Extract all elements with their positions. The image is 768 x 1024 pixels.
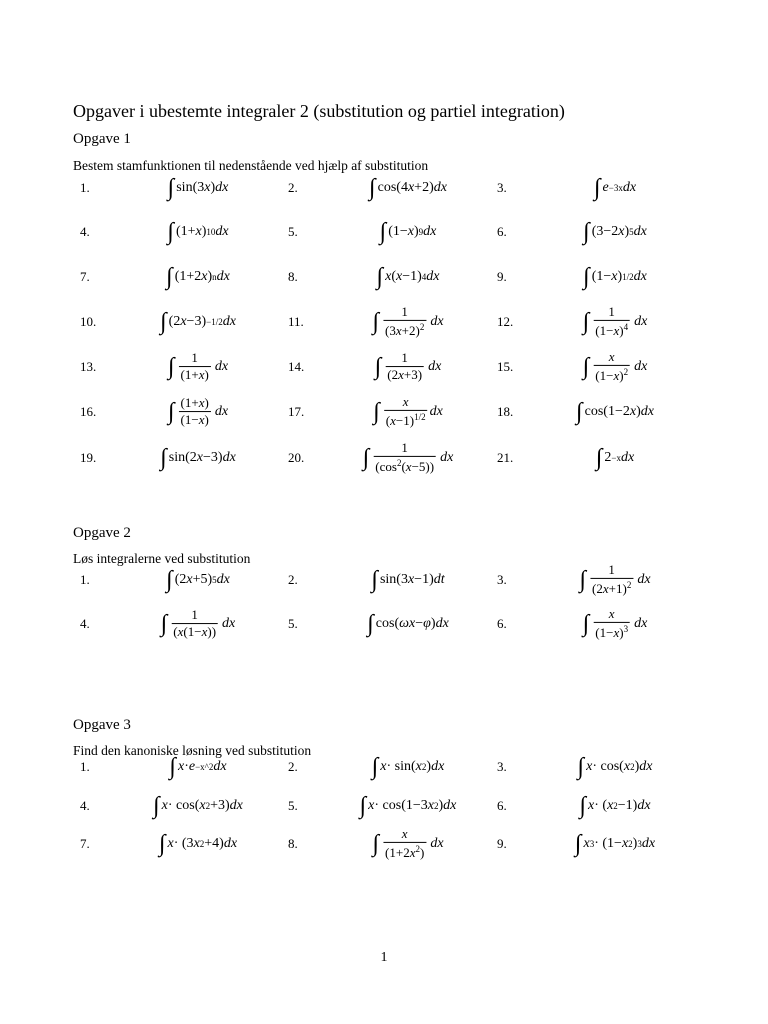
problem-number: 9. bbox=[497, 269, 507, 284]
integral-expression: ∫ sin(3 x ) dx bbox=[167, 175, 229, 201]
problem-row bbox=[0, 168, 768, 208]
section-heading-opgave-3: Opgave 3 bbox=[73, 717, 131, 733]
integral-expression: ∫ sin(2 x −3) dx bbox=[160, 445, 236, 471]
integral-expression: ∫ $\frac{1}{(\cos^2(x-5))}$ dx bbox=[362, 439, 454, 475]
problem-number: 5. bbox=[288, 616, 298, 631]
problem-number: 10. bbox=[80, 314, 97, 329]
problem-number: 17. bbox=[288, 404, 305, 419]
problem-number: 15. bbox=[497, 359, 514, 374]
integral-sign-icon: ∫ bbox=[166, 264, 173, 290]
integral-expression: ∫ 2 −x dx bbox=[595, 445, 635, 471]
integral-sign-icon: ∫ bbox=[369, 175, 376, 201]
integral-sign-icon: ∫ bbox=[376, 264, 384, 290]
integral-expression: ∫ (1+ x ) 10 dx bbox=[167, 219, 229, 245]
problem-number: 6. bbox=[497, 798, 507, 813]
problem-number: 20. bbox=[288, 450, 305, 465]
integral-sign-icon: ∫ bbox=[583, 219, 590, 245]
problem-number: 14. bbox=[288, 359, 305, 374]
integral-sign-icon: ∫ bbox=[153, 793, 160, 819]
problem-row bbox=[0, 824, 768, 864]
integral-sign-icon: ∫ bbox=[166, 567, 173, 593]
integral-sign-icon: ∫ bbox=[169, 754, 176, 780]
integral-expression: ∫ $\frac{x}{(1-x)^3}$ dx bbox=[582, 605, 648, 641]
integral-expression: ∫ $\frac{1}{(x(1-x))}$ dx bbox=[160, 607, 236, 639]
integral-sign-icon: ∫ bbox=[577, 754, 585, 780]
problem-row bbox=[0, 302, 768, 342]
problem-row bbox=[0, 392, 768, 432]
integral-expression: ∫ x · cos(1−3 x 2 ) dx bbox=[359, 793, 457, 819]
section-subtitle-opgave-3: Find den kanoniske løsning ved substitution bbox=[73, 743, 312, 758]
integral-sign-icon: ∫ bbox=[371, 567, 378, 593]
problem-row bbox=[0, 560, 768, 600]
integral-expression: ∫ $\frac{(1+x)}{(1-x)}$ dx bbox=[167, 395, 229, 427]
integral-sign-icon: ∫ bbox=[374, 354, 382, 380]
problem-number: 2. bbox=[288, 180, 298, 195]
integral-sign-icon: ∫ bbox=[362, 444, 370, 471]
integral-expression: ∫ cos( ω x − φ ) dx bbox=[367, 611, 449, 637]
integral-expression: ∫ $\frac{1}{(2x+1)^2}$ dx bbox=[579, 561, 651, 597]
problem-row bbox=[0, 212, 768, 252]
integral-sign-icon: ∫ bbox=[167, 219, 174, 245]
problem-number: 5. bbox=[288, 798, 298, 813]
integral-expression: ∫ $\frac{1}{(1-x)^4}$ dx bbox=[582, 303, 648, 339]
integral-expression: ∫ x · cos( x 2 ) dx bbox=[577, 754, 653, 780]
integral-sign-icon: ∫ bbox=[372, 308, 380, 335]
integral-expression: ∫ x · (3 x 2 +4) dx bbox=[158, 831, 238, 857]
problem-number: 9. bbox=[497, 836, 507, 851]
problem-number: 7. bbox=[80, 269, 90, 284]
integral-expression: ∫ $\frac{1}{(3x+2)^2}$ dx bbox=[372, 303, 444, 339]
problem-row bbox=[0, 438, 768, 478]
integral-expression: ∫ $\frac{x}{(1-x)^2}$ dx bbox=[582, 348, 648, 384]
problem-number: 4. bbox=[80, 224, 90, 239]
problem-number: 21. bbox=[497, 450, 514, 465]
problem-row bbox=[0, 257, 768, 297]
section-subtitle-opgave-2: Løs integralerne ved substitution bbox=[73, 551, 251, 566]
integral-expression: ∫ cos(4 x +2) dx bbox=[369, 175, 447, 201]
integral-sign-icon: ∫ bbox=[576, 399, 583, 425]
problem-number: 4. bbox=[80, 616, 90, 631]
integral-sign-icon: ∫ bbox=[582, 610, 590, 637]
integral-sign-icon: ∫ bbox=[579, 566, 587, 593]
integral-sign-icon: ∫ bbox=[359, 793, 367, 819]
problem-number: 12. bbox=[497, 314, 514, 329]
integral-sign-icon: ∫ bbox=[582, 308, 590, 335]
problem-number: 6. bbox=[497, 616, 507, 631]
problem-number: 6. bbox=[497, 224, 507, 239]
integral-expression: ∫ (3−2 x ) 5 dx bbox=[583, 219, 647, 245]
integral-sign-icon: ∫ bbox=[582, 353, 590, 380]
integral-expression: ∫ (2 x +5) 5 dx bbox=[166, 567, 230, 593]
integral-sign-icon: ∫ bbox=[367, 611, 374, 637]
integral-sign-icon: ∫ bbox=[167, 175, 175, 201]
integral-expression: ∫ cos(1−2 x ) dx bbox=[576, 399, 654, 425]
integral-sign-icon: ∫ bbox=[372, 830, 380, 857]
integral-sign-icon: ∫ bbox=[167, 399, 175, 425]
problem-number: 5. bbox=[288, 224, 298, 239]
integral-expression: ∫ x · sin( x 2 ) dx bbox=[371, 754, 445, 780]
integral-expression: ∫ sin(3 x −1) dt bbox=[371, 567, 445, 593]
integral-sign-icon: ∫ bbox=[158, 831, 166, 857]
integral-sign-icon: ∫ bbox=[160, 611, 168, 637]
integral-expression: ∫ (1− x ) 9 dx bbox=[379, 219, 437, 245]
integral-sign-icon: ∫ bbox=[160, 309, 167, 335]
integral-sign-icon: ∫ bbox=[371, 754, 379, 780]
integral-sign-icon: ∫ bbox=[160, 445, 167, 471]
integral-sign-icon: ∫ bbox=[379, 219, 387, 245]
problem-row bbox=[0, 786, 768, 826]
integral-expression: ∫ x · ( x 2 −1) dx bbox=[579, 793, 651, 819]
integral-sign-icon: ∫ bbox=[583, 264, 590, 290]
problem-row bbox=[0, 347, 768, 387]
integral-expression: ∫ $\frac{x}{(1+2x^2)}$ dx bbox=[372, 825, 444, 861]
problem-number: 3. bbox=[497, 759, 507, 774]
section-heading-opgave-1: Opgave 1 bbox=[73, 131, 131, 147]
problem-number: 19. bbox=[80, 450, 97, 465]
document-title: Opgaver i ubestemte integraler 2 (substitution og partiel integration) bbox=[73, 101, 565, 121]
problem-number: 2. bbox=[288, 759, 298, 774]
page-number: 1 bbox=[380, 950, 388, 965]
problem-number: 16. bbox=[80, 404, 97, 419]
integral-expression: ∫ $\frac{1}{(1+x)}$ dx bbox=[167, 350, 229, 382]
problem-row bbox=[0, 747, 768, 787]
integral-expression: ∫ (1+2 x ) n dx bbox=[166, 264, 230, 290]
section-subtitle-opgave-1: Bestem stamfunktionen til nedenstående ved hjælp af substitution bbox=[73, 158, 429, 173]
integral-expression: ∫ (2 x −3) −1/2 dx bbox=[160, 309, 236, 335]
problem-number: 3. bbox=[497, 572, 507, 587]
problem-number: 7. bbox=[80, 836, 90, 851]
problem-row bbox=[0, 604, 768, 644]
integral-sign-icon: ∫ bbox=[595, 445, 603, 471]
problem-number: 1. bbox=[80, 759, 90, 774]
problem-number: 3. bbox=[497, 180, 507, 195]
section-heading-opgave-2: Opgave 2 bbox=[73, 525, 131, 541]
integral-expression: ∫ $\frac{x}{(x-1)^{1/2}}$ dx bbox=[373, 393, 443, 429]
problem-number: 4. bbox=[80, 798, 90, 813]
integral-expression: ∫ x ( x −1) 4 dx bbox=[376, 264, 440, 290]
integral-sign-icon: ∫ bbox=[579, 793, 587, 819]
problem-number: 1. bbox=[80, 572, 90, 587]
problem-number: 13. bbox=[80, 359, 97, 374]
integral-expression: ∫ x · cos( x 2 +3) dx bbox=[153, 793, 243, 819]
problem-number: 1. bbox=[80, 180, 90, 195]
integral-expression: ∫ e −3x dx bbox=[593, 175, 637, 201]
problem-number: 11. bbox=[288, 314, 304, 329]
integral-expression: ∫ x 3 · (1− x 2 ) 3 dx bbox=[574, 831, 656, 857]
problem-number: 2. bbox=[288, 572, 298, 587]
integral-sign-icon: ∫ bbox=[167, 354, 175, 380]
integral-sign-icon: ∫ bbox=[593, 175, 601, 201]
problem-number: 18. bbox=[497, 404, 514, 419]
integral-expression: ∫ (1− x ) 1/2 dx bbox=[583, 264, 647, 290]
problem-number: 8. bbox=[288, 269, 298, 284]
problem-number: 8. bbox=[288, 836, 298, 851]
integral-sign-icon: ∫ bbox=[373, 398, 380, 425]
integral-sign-icon: ∫ bbox=[574, 831, 582, 857]
integral-expression: ∫ $\frac{1}{(2x+3)}$ dx bbox=[374, 350, 442, 382]
integral-expression: ∫ x · e −x^2 dx bbox=[169, 754, 227, 780]
